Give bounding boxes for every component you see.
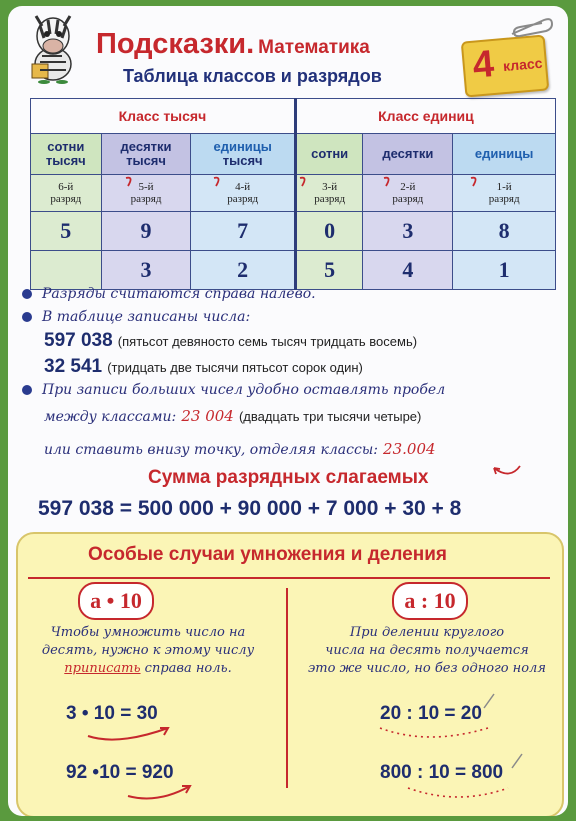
rank-4: 4-й разряд	[191, 175, 295, 212]
sum-title: Сумма разрядных слагаемых	[148, 467, 429, 488]
number-2: 32 541	[44, 356, 103, 377]
rule-1: Разряды считаются справа налево.	[22, 286, 316, 302]
rank-3: 3-й разряд	[295, 175, 363, 212]
zebra-mascot-icon	[22, 12, 84, 84]
title-subject: Математика	[258, 37, 370, 58]
category-tens-thousands: десятки тысяч	[101, 134, 191, 175]
table-cell: 3	[363, 212, 453, 251]
rank-5: 5-й разряд	[101, 175, 191, 212]
title-underline	[28, 577, 550, 579]
rule-3-line-3: или ставить внизу точку, отделяя классы: 23.004	[44, 440, 436, 458]
arrow-icon	[490, 460, 524, 482]
example-space-words: (двадцать три тысячи четыре)	[238, 409, 422, 424]
divide-example-2: 800 : 10 = 800	[380, 762, 504, 783]
table-cell: 1	[453, 251, 556, 290]
rank-1: 1-й разряд	[453, 175, 556, 212]
rank-2: 2-й разряд	[363, 175, 453, 212]
class-thousands-header: Класс тысяч	[31, 99, 296, 134]
multiply-description: Чтобы умножить число на десять, нужно к этому числу приписать справа ноль.	[41, 625, 255, 676]
rank-arrows-icon	[30, 166, 556, 196]
number-1-words: (пятьсот девяносто семь тысяч тридцать восемь)	[117, 334, 418, 349]
number-1: 597 038	[44, 330, 113, 351]
bullet-icon	[22, 289, 32, 299]
divide-example-1: 20 : 10 = 20	[380, 703, 482, 724]
table-row	[31, 251, 556, 290]
grade-number: 4	[471, 43, 496, 87]
sum-formula: 597 038 = 500 000 + 90 000 + 7 000 + 30 + 8	[38, 497, 462, 520]
table-cell: 8	[453, 212, 556, 251]
category-units: единицы	[453, 134, 556, 175]
page-subtitle: Таблица классов и разрядов	[123, 66, 382, 86]
page-title	[96, 28, 370, 61]
example-space: 23 004	[181, 407, 234, 425]
divide-description: При делении круглого числа на десять получается это же число, но без одного ноля	[308, 625, 546, 676]
multiply-example-1: 3 • 10 = 30	[66, 703, 158, 724]
bullet-icon	[22, 385, 32, 395]
category-tens: десятки	[363, 134, 453, 175]
poster-page	[8, 6, 568, 816]
category-hundreds: сотни	[295, 134, 363, 175]
number-1-line	[44, 330, 417, 352]
bullet-icon	[22, 312, 32, 322]
grade-label: класс	[502, 54, 543, 75]
category-units-thousands: единицы тысяч	[191, 134, 295, 175]
table-row	[31, 212, 556, 251]
grade-badge	[461, 34, 550, 97]
table-cell	[31, 251, 102, 290]
example-dot: 23.004	[383, 440, 436, 458]
number-2-line	[44, 356, 363, 378]
table-cell: 9	[101, 212, 191, 251]
paperclip-icon	[508, 16, 554, 38]
title-main: Подсказки.	[96, 28, 255, 60]
rank-6: 6-й разряд	[31, 175, 102, 212]
table-cell: 5	[31, 212, 102, 251]
table-cell: 7	[191, 212, 295, 251]
rule-2: В таблице записаны числа:	[22, 309, 250, 325]
class-units-header: Класс единиц	[295, 99, 555, 134]
special-cases-title: Особые случаи умножения и деления	[88, 544, 447, 565]
category-hundreds-thousands: сотни тысяч	[31, 134, 102, 175]
rule-3-line-1: При записи больших чисел удобно оставлять пробел	[22, 382, 445, 398]
multiply-operation: а • 10	[78, 582, 154, 620]
divide-operation: а : 10	[392, 582, 468, 620]
rule-3-line-2: между классами: 23 004 (двадцать три тысячи четыре)	[44, 407, 422, 425]
table-cell: 3	[101, 251, 191, 290]
table-cell: 0	[295, 212, 363, 251]
column-divider	[286, 588, 288, 788]
table-cell: 2	[191, 251, 295, 290]
table-cell: 4	[363, 251, 453, 290]
number-2-words: (тридцать две тысячи пятьсот сорок один)	[107, 360, 363, 375]
table-cell: 5	[295, 251, 363, 290]
multiply-example-2: 92 •10 = 920	[66, 762, 174, 783]
